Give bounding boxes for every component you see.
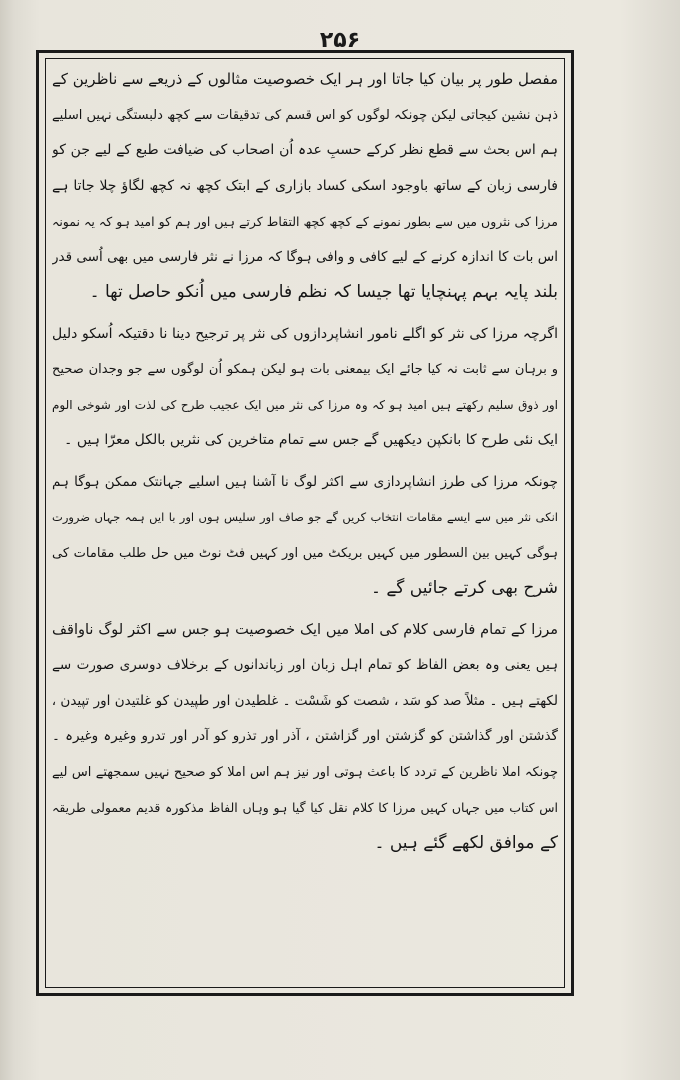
paragraph-2 [52, 317, 558, 459]
text-line-last: کے موافق لکھے گئے ہیں ۔ [374, 832, 558, 853]
paragraph-4 [52, 613, 558, 862]
text-line: فارسی زبان کے ساتھ باوجود اسکی کساد بازاری کے ابتک کچھ نہ کچھ لگاؤ چلا جاتا ہے [52, 177, 558, 194]
text-line: اس کتاب میں جہاں کہیں مرزا کا کلام نقل کیا گیا ہو وہاں الفاظ مذکورہ قدیم معمولی طریقہ [52, 800, 558, 815]
text-line: مرزا کی نثروں میں سے بطور نمونے کے کچھ کچھ التقاط کرتے ہیں اور ہم کو امید ہو کہ یہ نمونہ [52, 214, 558, 229]
text-line: ذہن نشین کیجاتی لیکن چونکہ لوگوں کو اس قسم کی تدقیقات سے کچھ دلبستگی نہیں اسلیے [52, 107, 558, 123]
text-line: اگرچہ مرزا کی نثر کو اگلے نامور انشاپردازوں کی نثر پر ترجیح دینا نا دقتیکہ اُسکو دلیل [52, 325, 558, 342]
text-line: چونکہ مرزا کی طرز انشاپردازی سے اکثر لوگ نا آشنا ہیں اسلیے جہانتک ممکن ہوگا ہم [52, 473, 558, 490]
text-line: چونکہ املا ناظرین کے تردد کا باعث ہوتی اور نیز ہم اس املا کو صحیح نہیں سمجھتے اس لیے [52, 764, 558, 780]
paragraph-1 [52, 62, 558, 311]
text-line: اس بات کا اندازہ کرنے کے لیے کافی و وافی ہوگا کہ مرزا نے نثر فارسی میں بھی اُسی قدر [52, 248, 558, 265]
text-line: ہیں یعنی وہ بعض الفاظ کو تمام اہل زبان اور زباندانوں کے برخلاف دوسری صورت سے [52, 657, 558, 673]
page-number: ۲۵۶ [319, 28, 361, 53]
body-text [52, 62, 558, 962]
text-line: مرزا کے تمام فارسی کلام کی املا میں ایک خصوصیت ہو جس سے اکثر لوگ ناواقف [52, 621, 558, 638]
text-line: لکھتے ہیں ۔ مثلاً صد کو سَد ، شصت کو شَسْت ۔ غلطیدن اور طپیدن کو غلتیدن اور تپیدن ، [52, 692, 558, 709]
text-line: انکی نثر میں سے ایسے مقامات انتخاب کریں گے جو صاف اور سلیس ہوں اور با ایں ہمہ جہاں ضرورت [52, 510, 558, 524]
paragraph-3 [52, 465, 558, 607]
text-line: ہم اس بحث سے قطع نظر کرکے حسبِ عدہ اُن اصحاب کی ضیافت طبع کے لیے جن کو [52, 142, 558, 158]
text-line-last: بلند پایہ بہم پہنچایا تھا جیسا کہ نظم فارسی میں اُنکو حاصل تھا ۔ [89, 282, 558, 302]
text-line: مفصل طور پر بیان کیا جاتا اور ہر ایک خصوصیت مثالوں کے ذریعے سے ناظرین کے [52, 70, 558, 88]
text-line: و برہان سے ثابت نہ کیا جائے ایک بیمعنی بات ہو لیکن ہمکو اُن لوگوں سے جو وجدان صحیح [52, 362, 558, 377]
text-line: اور ذوق سلیم رکھتے ہیں امید ہو کہ وہ مرزا کی نثر میں ایک عجیب طرح کی لذت اور شوخی الوم [52, 397, 558, 412]
text-line: گذشتن اور گذاشتن کو گزشتن اور گزاشتن ، آذر اور تذرو کو آدر اور تدرو وغیرہ وغیرہ ۔ [52, 728, 558, 744]
text-line-last: ایک نئی طرح کا بانکپن دیکھیں گے جس سے تمام متاخرین کی نثریں بالکل معرّا ہیں ۔ [64, 432, 558, 448]
text-line: ہوگی کہیں بین السطور میں کہیں بریکٹ میں اور کہیں فٹ نوٹ میں حل طلب مقامات کی [52, 545, 558, 561]
text-line-last: شرح بھی کرتے جائیں گے ۔ [370, 578, 558, 598]
